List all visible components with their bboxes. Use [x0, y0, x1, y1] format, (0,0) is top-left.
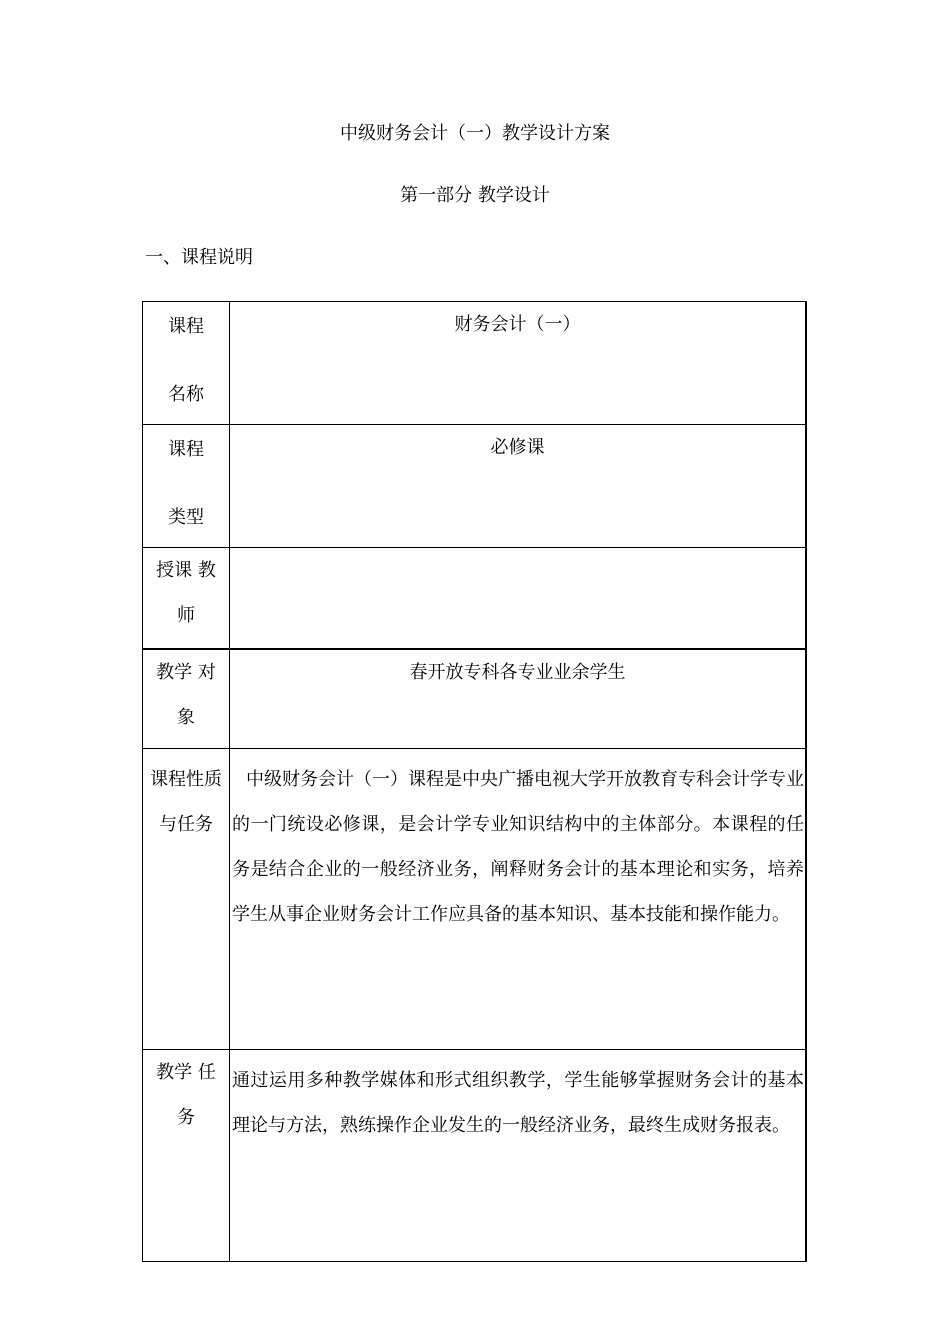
section-heading: 一、课程说明: [145, 247, 253, 268]
table-row: [143, 749, 807, 1050]
table-row: [143, 649, 807, 749]
course-name-value: 财务会计（一）: [230, 302, 807, 425]
row-label-cell: [143, 548, 230, 650]
table-row: [143, 302, 807, 425]
nature-label: 课程性质 与任务: [150, 769, 222, 835]
row-label-cell: [143, 749, 230, 1050]
table-row: [143, 548, 807, 650]
course-type-value: 必修课: [230, 425, 807, 548]
document-title: 中级财务会计（一）教学设计方案: [340, 123, 610, 144]
course-info-table: [142, 301, 807, 1262]
table-row: [143, 1050, 807, 1262]
course-type-label: 课程 类型: [168, 439, 204, 528]
row-label-cell: [143, 649, 230, 749]
table-row: [143, 425, 807, 548]
audience-value: 春开放专科各专业业余学生: [230, 649, 807, 749]
task-value: 通过运用多种教学媒体和形式组织教学，学生能够掌握财务会计的基本理论与方法，熟练操作企业发生的一般经济业务，最终生成财务报表。: [230, 1050, 807, 1262]
nature-value: 中级财务会计（一）课程是中央广播电视大学开放教育专科会计学专业的一门统设必修课，是会计学专业知识结构中的主体部分。本课程的任务是结合企业的一般经济业务，阐释财务会计的基本理论和实务，培养学生从事企业财务会计工作应具备的基本知识、基本技能和操作能力。: [230, 749, 807, 1050]
audience-label: 教学 对 象: [156, 662, 216, 728]
task-label: 教学 任 务: [156, 1062, 216, 1128]
teacher-value: [230, 548, 807, 650]
course-name-label: 课程 名称: [168, 316, 204, 405]
row-label-cell: [143, 302, 230, 425]
part-subtitle: 第一部分 教学设计: [400, 185, 550, 206]
row-label-cell: [143, 1050, 230, 1262]
teacher-label: 授课 教 师: [156, 560, 216, 626]
row-label-cell: [143, 425, 230, 548]
